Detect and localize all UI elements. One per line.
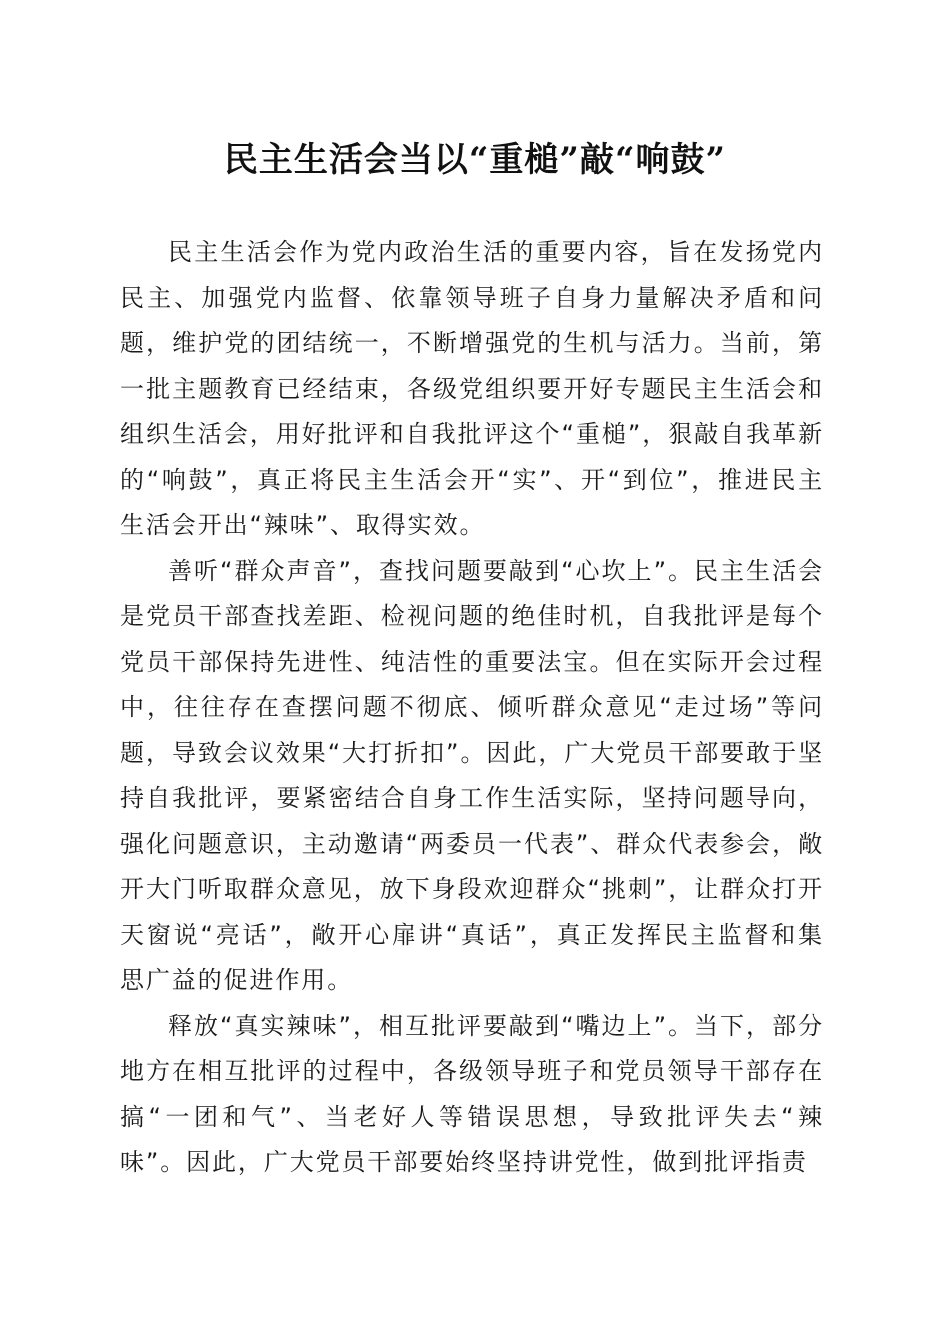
document-title: 民主生活会当以“重槌”敲“响鼓”: [223, 140, 727, 180]
paragraph: 释放“真实辣味”，相互批评要敲到“嘴边上”。当下，部分地方在相互批评的过程中，各级领导班子和党员领导干部存在搞“一团和气”、当老好人等错误思想，导致批评失去“辣味”。因此，广大党员干部要始终坚持讲党性，做到批评指责: [120, 1011, 824, 1176]
paragraph: 善听“群众声音”，查找问题要敲到“心坎上”。民主生活会是党员干部查找差距、检视问题的绝佳时机，自我批评是每个党员干部保持先进性、纯洁性的重要法宝。但在实际开会过程中，往往存在查摆问题不彻底、倾听群众意见“走过场”等问题，导致会议效果“大打折扣”。因此，广大党员干部要敢于坚持自我批评，要紧密结合自身工作生活实际，坚持问题导向，强化问题意识，主动邀请“两委员一代表”、群众代表参会，敞开大门听取群众意见，放下身段欢迎群众“挑刺”，让群众打开天窗说“亮话”，敞开心扉讲“真话”，真正发挥民主监督和集思广益的促进作用。: [120, 556, 824, 994]
document-body: [120, 230, 824, 1186]
paragraph: 民主生活会作为党内政治生活的重要内容，旨在发扬党内民主、加强党内监督、依靠领导班子自身力量解决矛盾和问题，维护党的团结统一，不断增强党的生机与活力。当前，第一批主题教育已经结束，各级党组织要开好专题民主生活会和组织生活会，用好批评和自我批评这个“重槌”，狠敲自我革新的“响鼓”，真正将民主生活会开“实”、开“到位”，推进民主生活会开出“辣味”、取得实效。: [120, 238, 824, 539]
